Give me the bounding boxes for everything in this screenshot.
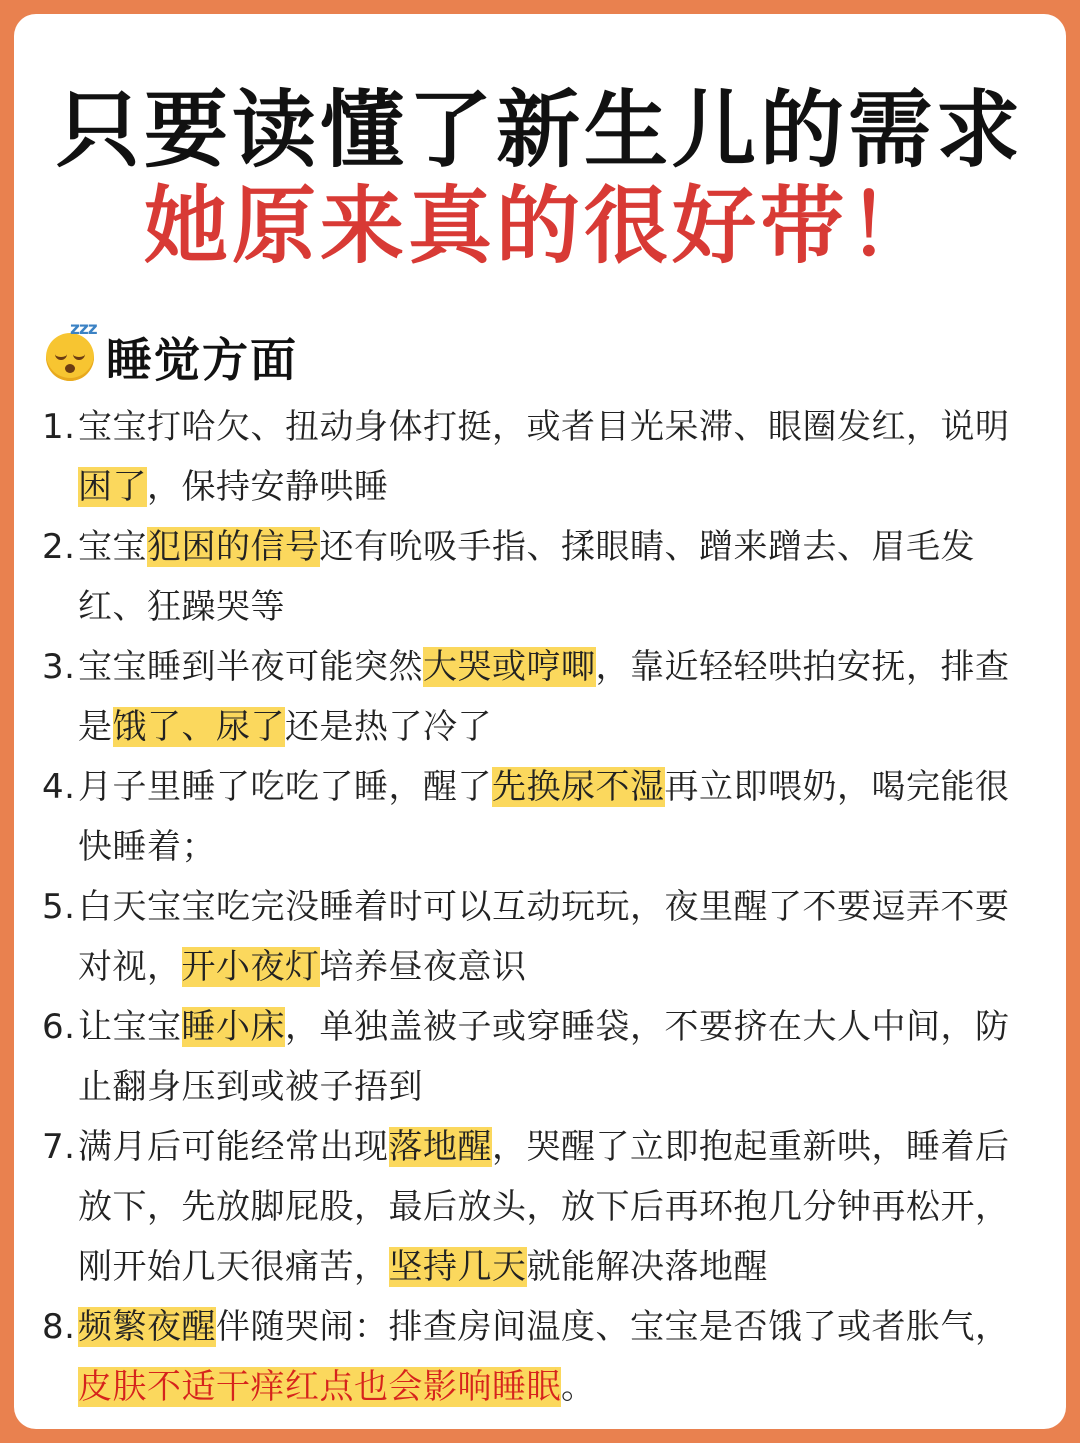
tip-text: 宝宝睡到半夜可能突然 xyxy=(78,647,423,687)
title-line-1: 只要读懂了新生儿的需求 xyxy=(55,81,1024,179)
tip-text: 让宝宝 xyxy=(78,1007,182,1047)
tip-text: 再立即喂奶，喝完能很快睡着； xyxy=(78,767,1010,867)
tip-item xyxy=(42,517,1042,637)
highlighted-text: 睡小床 xyxy=(181,1007,285,1047)
tip-number: 3. xyxy=(42,647,76,687)
tip-text: ，靠近轻轻哄拍安抚，排查是 xyxy=(78,647,1010,747)
tip-item xyxy=(42,397,1042,517)
tip-item xyxy=(42,637,1042,757)
highlighted-text: 犯困的信号 xyxy=(147,527,320,567)
tip-text: 月子里睡了吃吃了睡，醒了 xyxy=(78,767,492,807)
sleeping-face-icon: zzz xyxy=(46,333,94,381)
tip-item xyxy=(42,1117,1042,1297)
tip-text: 宝宝打哈欠、扭动身体打挺，或者目光呆滞、眼圈发红，说明 xyxy=(78,407,1010,447)
tip-text: ，保持安静哄睡 xyxy=(147,467,389,507)
tip-text: 培养昼夜意识 xyxy=(319,947,527,987)
highlighted-text: 落地醒 xyxy=(388,1127,492,1167)
highlighted-text: 饿了、尿了 xyxy=(112,707,285,747)
highlighted-text: 皮肤不适干痒红点也会影响睡眠 xyxy=(78,1367,561,1407)
tip-list xyxy=(42,397,1042,1417)
tip-number: 2. xyxy=(42,527,76,567)
tip-text: 宝宝 xyxy=(78,527,147,567)
content-card xyxy=(14,14,1066,1429)
tip-item xyxy=(42,1297,1042,1417)
tip-text: 就能解决落地醒 xyxy=(526,1247,768,1287)
highlighted-text: 开小夜灯 xyxy=(181,947,320,987)
highlighted-text: 先换尿不湿 xyxy=(492,767,665,807)
title-line-2: 她原来真的很好带！ xyxy=(143,177,936,275)
tip-text: 伴随哭闹：排查房间温度、宝宝是否饿了或者胀气， xyxy=(216,1307,1010,1347)
tip-text: 。 xyxy=(561,1367,596,1407)
tip-text: 还有吮吸手指、揉眼睛、蹭来蹭去、眉毛发红、狂躁哭等 xyxy=(78,527,975,627)
tip-number: 8. xyxy=(42,1307,76,1347)
tip-text: 白天宝宝吃完没睡着时可以互动玩玩，夜里醒了不要逗弄不要对视， xyxy=(78,887,1010,987)
tip-text: ，单独盖被子或穿睡袋，不要挤在大人中间，防止翻身压到或被子捂到 xyxy=(78,1007,1010,1107)
tip-text: ，哭醒了立即抱起重新哄，睡着后放下，先放脚屁股，最后放头，放下后再环抱几分钟再松开，刚开始几天很痛苦， xyxy=(78,1127,1010,1287)
tip-item xyxy=(42,757,1042,877)
highlighted-text: 坚持几天 xyxy=(388,1247,527,1287)
tip-number: 5. xyxy=(42,887,76,927)
tip-number: 7. xyxy=(42,1127,76,1167)
tip-number: 4. xyxy=(42,767,76,807)
tip-number: 1. xyxy=(42,407,76,447)
tip-number: 6. xyxy=(42,1007,76,1047)
tip-text: 还是热了冷了 xyxy=(285,707,492,747)
highlighted-text: 频繁夜醒 xyxy=(78,1307,216,1347)
section-header xyxy=(46,319,298,390)
tip-item xyxy=(42,877,1042,997)
highlighted-text: 困了 xyxy=(78,467,147,507)
highlighted-text: 大哭或哼唧 xyxy=(423,647,596,687)
tip-text: 满月后可能经常出现 xyxy=(78,1127,389,1167)
section-title: 睡觉方面 xyxy=(106,333,298,387)
tip-item xyxy=(42,997,1042,1117)
